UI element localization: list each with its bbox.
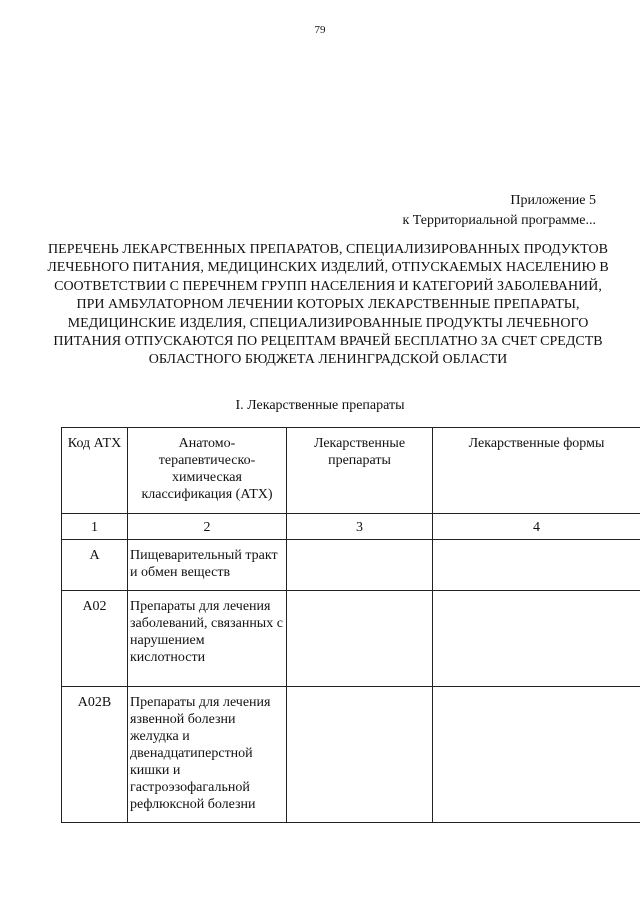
document-title: ПЕРЕЧЕНЬ ЛЕКАРСТВЕННЫХ ПРЕПАРАТОВ, СПЕЦИАЛИЗИРОВАННЫХ ПРОДУКТОВ ЛЕЧЕБНОГО ПИТАНИЯ, МЕДИЦИНСКИХ ИЗДЕЛИЙ, ОТПУСКАЕМЫХ НАСЕЛЕНИЮ В СООТВЕТСТВИИ С ПЕРЕЧНЕМ ГРУПП НАСЕЛЕНИЯ И КАТЕГОРИЙ ЗАБОЛЕВАНИЙ, ПРИ АМБУЛАТОРНОМ ЛЕЧЕНИИ КОТОРЫХ ЛЕКАРСТВЕННЫЕ ПРЕПАРАТЫ, МЕДИЦИНСКИЕ ИЗДЕЛИЯ, СПЕЦИАЛИЗИРОВАННЫЕ ПРОДУКТЫ ЛЕЧЕБНОГО ПИТАНИЯ ОТПУСКАЮТСЯ ПО РЕЦЕПТАМ ВРАЧЕЙ БЕСПЛАТНО ЗА СЧЕТ СРЕДСТВ ОБЛАСТНОГО БЮДЖЕТА ЛЕНИНГРАДСКОЙ ОБЛАСТИ: [47, 242, 609, 368]
row-form: [433, 687, 640, 823]
row-classification: Пищеварительный тракт и обмен веществ: [128, 540, 287, 591]
row-form: [433, 591, 640, 687]
column-number: 2: [128, 514, 287, 540]
row-classification: Препараты для лечения заболеваний, связанных с нарушением кислотности: [128, 591, 287, 687]
row-drug: [287, 540, 433, 591]
page-number: 79: [314, 24, 326, 36]
column-number: 3: [287, 514, 433, 540]
header-drugs: Лекарственные препараты: [287, 428, 433, 514]
appendix-reference: [402, 191, 596, 231]
table-row: [62, 540, 640, 591]
row-code: A02B: [62, 687, 128, 823]
row-drug: [287, 687, 433, 823]
appendix-line-1: Приложение 5: [510, 193, 596, 208]
row-code: A02: [62, 591, 128, 687]
column-number-row: [62, 514, 640, 540]
atx-table: [61, 427, 640, 823]
table-header-row: [62, 428, 640, 514]
table-row: [62, 591, 640, 687]
row-form: [433, 540, 640, 591]
header-atx-code: Код АТХ: [62, 428, 128, 514]
header-atx-classification: Анатомо-терапевтическо-химическая классификация (АТХ): [128, 428, 287, 514]
header-dosage-forms: Лекарственные формы: [433, 428, 640, 514]
table-row: [62, 687, 640, 823]
column-number: 4: [433, 514, 640, 540]
column-number: 1: [62, 514, 128, 540]
appendix-line-2: к Территориальной программе...: [402, 213, 596, 228]
row-code: А: [62, 540, 128, 591]
row-drug: [287, 591, 433, 687]
row-classification: Препараты для лечения язвенной болезни желудка и двенадцатиперстной кишки и гастроэзофагальной рефлюксной болезни: [128, 687, 287, 823]
section-title: I. Лекарственные препараты: [235, 398, 405, 413]
